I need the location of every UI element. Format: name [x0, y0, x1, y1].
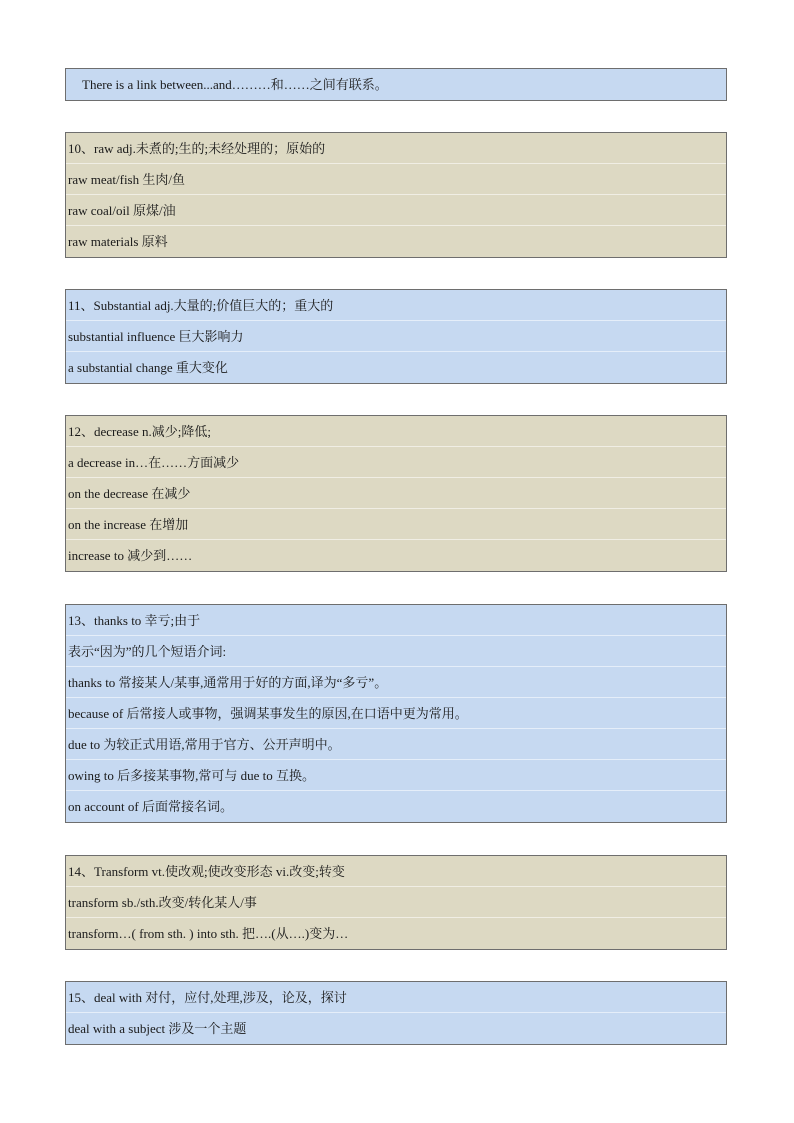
- entry-line: substantial influence 巨大影响力: [66, 321, 726, 352]
- entry-line: due to 为较正式用语,常用于官方、公开声明中。: [66, 729, 726, 760]
- entry-line: increase to 减少到……: [68, 548, 193, 563]
- entry-heading: 15、deal with 对付，应付,处理,涉及，论及，探讨: [66, 982, 726, 1013]
- entry-line: raw coal/oil 原煤/油: [66, 195, 726, 226]
- entry-line: There is a link between...and………和……之间有联系。: [82, 77, 388, 92]
- entry-line: 表示“因为”的几个短语介词:: [66, 636, 726, 667]
- entry-heading: 11、Substantial adj.大量的;价值巨大的；重大的: [66, 290, 726, 321]
- entry-heading: 13、thanks to 幸亏;由于: [66, 605, 726, 636]
- entry-heading: 10、raw adj.未煮的;生的;未经处理的；原始的: [66, 133, 726, 164]
- entry-box-thanks-to: [65, 604, 727, 823]
- entry-line: transform sb./sth.改变/转化某人/事: [66, 887, 726, 918]
- entry-box-decrease: [65, 415, 727, 572]
- entry-line: raw meat/fish 生肉/鱼: [66, 164, 726, 195]
- entry-line: thanks to 常接某人/某事,通常用于好的方面,译为“多亏”。: [66, 667, 726, 698]
- entry-line: transform…( from sth. ) into sth. 把….(从….)变为…: [68, 926, 349, 941]
- entry-line: on the increase 在增加: [66, 509, 726, 540]
- entry-box-link-between: [65, 68, 727, 101]
- entry-box-transform: [65, 855, 727, 950]
- entry-line: deal with a subject 涉及一个主题: [68, 1021, 247, 1036]
- entry-heading: 12、decrease n.减少;降低;: [66, 416, 726, 447]
- entry-box-raw: [65, 132, 727, 258]
- entry-box-substantial: [65, 289, 727, 384]
- entry-line: because of 后常接人或事物，强调某事发生的原因,在口语中更为常用。: [66, 698, 726, 729]
- entry-line: on the decrease 在减少: [66, 478, 726, 509]
- entry-line: owing to 后多接某事物,常可与 due to 互换。: [66, 760, 726, 791]
- entry-line: a substantial change 重大变化: [68, 360, 228, 375]
- entry-line: raw materials 原料: [68, 234, 168, 249]
- entry-line: on account of 后面常接名词。: [68, 799, 234, 814]
- entry-box-deal-with: [65, 981, 727, 1045]
- entry-line: a decrease in…在……方面减少: [66, 447, 726, 478]
- entry-heading: 14、Transform vt.使改观;使改变形态 vi.改变;转变: [66, 856, 726, 887]
